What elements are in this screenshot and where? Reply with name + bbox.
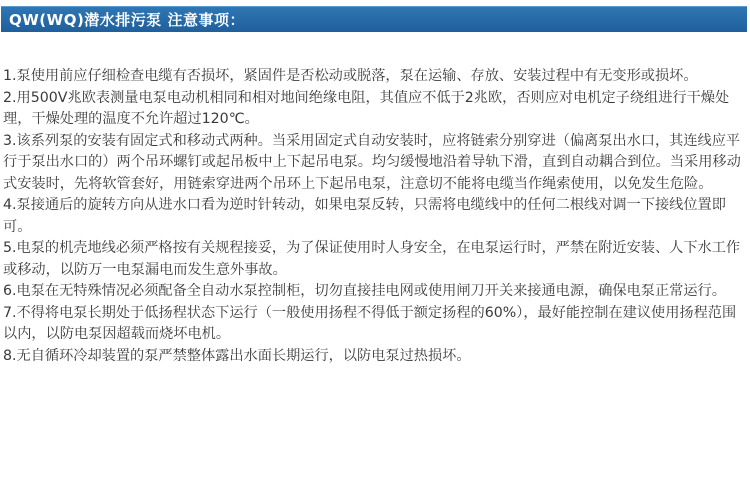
note-item-7: 7.不得将电泵长期处于低扬程状态下运行（一般使用扬程不得低于额定扬程的60%），最好能控制在建议使用扬程范围以内，以防电泵因超载而烧坏电机。 (3, 304, 737, 342)
note-item-8: 8.无自循环冷却装置的泵严禁整体露出水面长期运行，以防电泵过热损坏。 (3, 347, 471, 364)
note-item-2: 2.用500V兆欧表测量电泵电动机相同和相对地间绝缘电阻，其值应不低于2兆欧，否则应对电机定子绕组进行干燥处理，干燥处理的温度不允许超过120℃。 (3, 89, 730, 127)
note-item-1: 1.泵使用前应仔细检查电缆有否损坏，紧固件是否松动或脱落，泵在运输、存放、安装过程中有无变形或损坏。 (3, 68, 698, 84)
notes-list (3, 66, 741, 367)
note-item-5: 5.电泵的机壳地线必须严格按有关规程接妥，为了保证使用时人身安全，在电泵运行时，严禁在附近安装、人下水工作或移动，以防万一电泵漏电而发生意外事故。 (3, 240, 741, 278)
header-bar (1, 6, 747, 32)
note-item-3: 3.该系列泵的安装有固定式和移动式两种。当采用固定式自动安装时，应将链索分别穿进（偏离泵出水口，其连线应平行于泵出水口的）两个吊环螺钉或起吊板中上下起吊电泵。均匀缓慢地沿着导轨下滑，直到自动耦合到位。当采用移动式安装时，先将软管套好，用链索穿进两个吊环上下起吊电泵，注意切不能将电缆当作绳索使用，以免发生危险。 (3, 132, 741, 192)
note-item-4: 4.泵接通后的旋转方向从进水口看为逆时针转动，如果电泵反转，只需将电缆线中的任何二根线对调一下接线位置即可。 (3, 197, 726, 235)
note-item-6: 6.电泵在无特殊情况必须配备全自动水泵控制柜，切勿直接挂电网或使用闸刀开关来接通电源，确保电泵正常运行。 (3, 283, 726, 299)
page-title: QW(WQ)潜水排污泵 注意事项： (9, 11, 246, 29)
